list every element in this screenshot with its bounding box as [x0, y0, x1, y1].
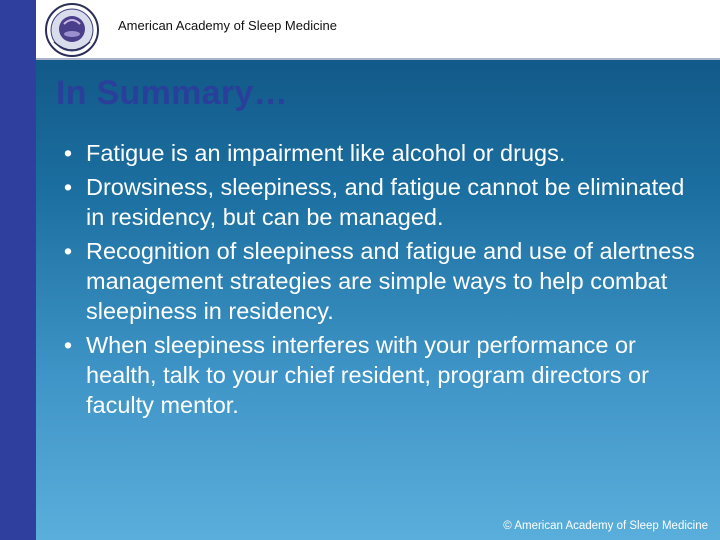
slide-title: In Summary… [56, 74, 288, 112]
aasm-seal-logo-icon [44, 2, 100, 58]
bullet-item [58, 236, 708, 326]
organization-name: American Academy of Sleep Medicine [118, 18, 337, 33]
bullet-text: Fatigue is an impairment like alcohol or drugs. [86, 140, 566, 166]
bullet-symbol: • [63, 238, 73, 264]
bullet-list [58, 138, 708, 424]
bullet-text: Recognition of sleepiness and fatigue and use of alertness management strategies are simple ways to help combat sleepiness in residency. [86, 238, 695, 324]
bullet-item [58, 330, 708, 420]
header-divider [36, 58, 720, 60]
bullet-symbol: • [63, 332, 73, 358]
bullet-text: When sleepiness interferes with your performance or health, talk to your chief resident, program directors or faculty mentor. [86, 332, 649, 418]
left-accent-bar [0, 0, 36, 540]
bullet-item [58, 172, 708, 232]
copyright-footer: © American Academy of Sleep Medicine [503, 520, 708, 532]
bullet-text: Drowsiness, sleepiness, and fatigue cannot be eliminated in residency, but can be managed. [86, 174, 685, 230]
bullet-item [58, 138, 708, 168]
bullet-symbol: • [63, 174, 73, 200]
bullet-symbol: • [63, 140, 73, 166]
